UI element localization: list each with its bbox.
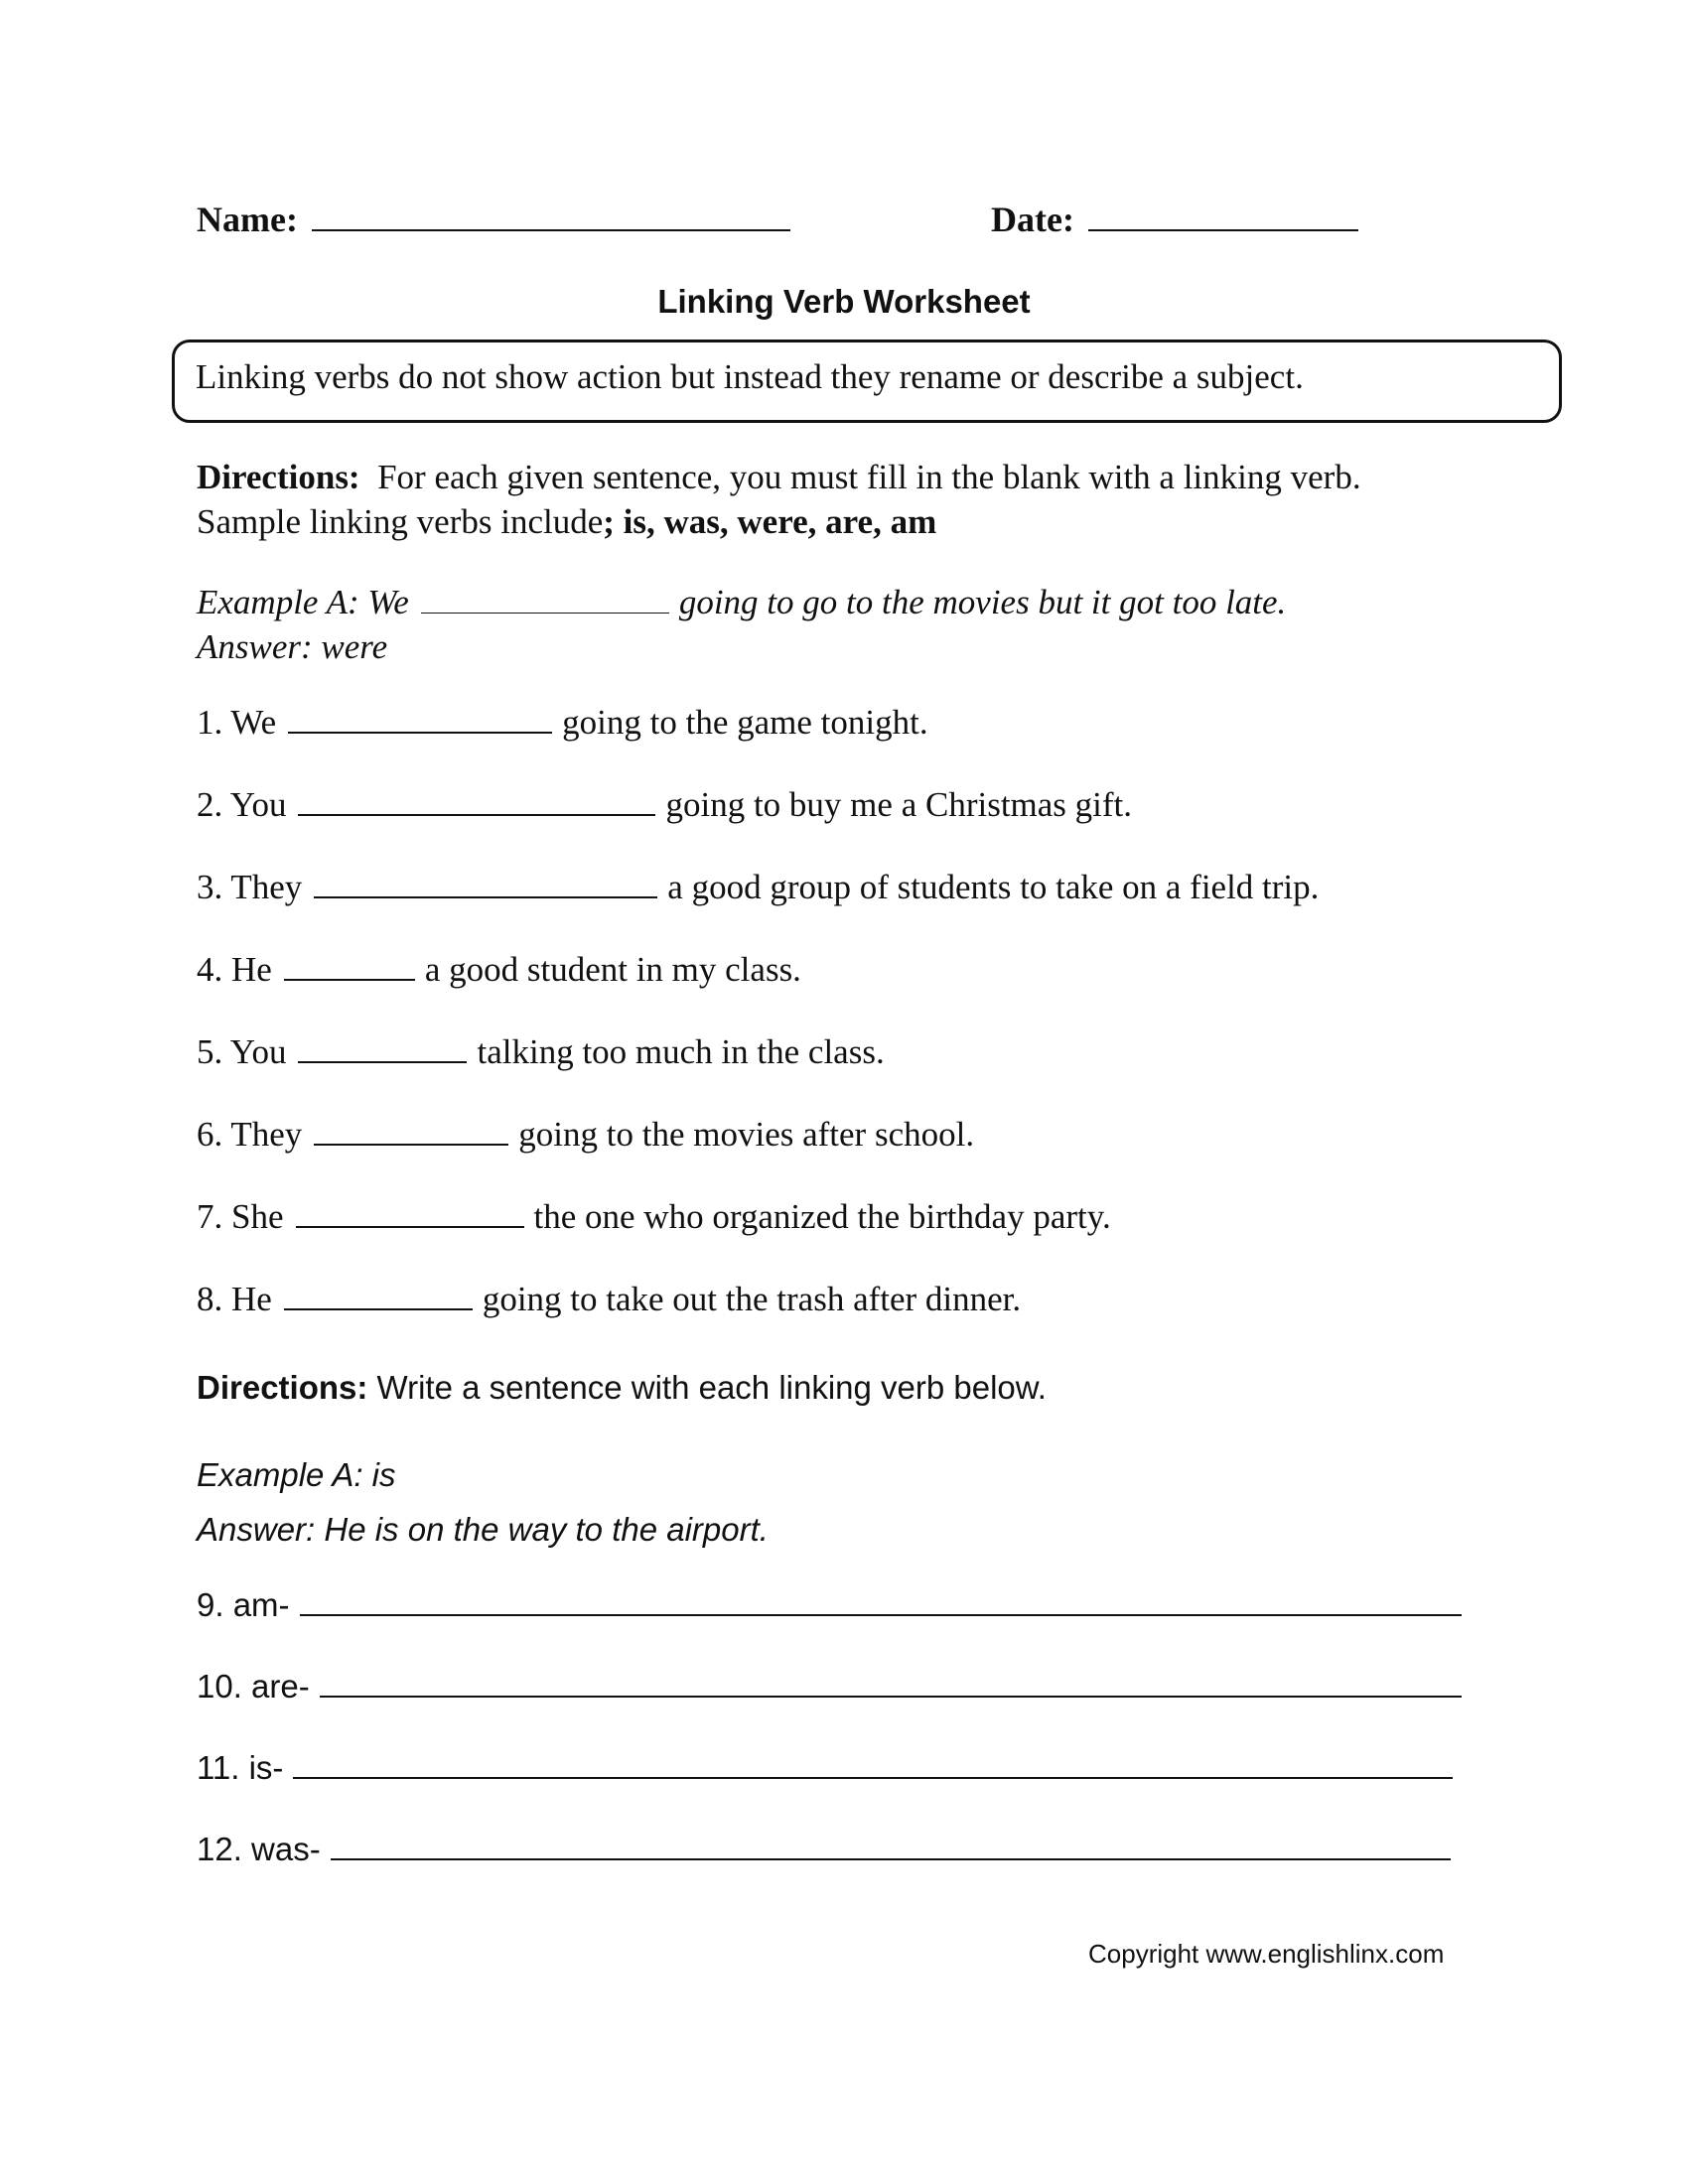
fill-item-5 — [197, 1032, 885, 1072]
item-blank[interactable] — [298, 1060, 467, 1063]
item-text-before: 7. She — [197, 1197, 284, 1236]
write-item-label: 11. is- — [197, 1749, 284, 1786]
worksheet-title: Linking Verb Worksheet — [657, 283, 1031, 320]
name-field — [197, 199, 800, 240]
item-blank[interactable] — [296, 1225, 524, 1228]
example-verb: Example A: is — [197, 1456, 396, 1493]
sample-verbs-prefix: Sample linking verbs include — [197, 502, 604, 541]
directions-label: Directions: — [197, 1369, 368, 1406]
item-blank[interactable] — [284, 1307, 473, 1310]
item-text-before: 3. They — [197, 868, 303, 906]
copyright-notice: Copyright www.englishlinx.com — [1088, 1939, 1445, 1969]
write-line[interactable] — [331, 1857, 1451, 1860]
item-blank[interactable] — [298, 813, 655, 816]
item-text-after: the one who organized the birthday party. — [533, 1197, 1111, 1236]
write-item-10 — [197, 1668, 1472, 1706]
example-answer: Answer: were — [197, 627, 388, 666]
example-prefix: Example A: We — [197, 583, 409, 621]
fill-item-1 — [197, 703, 928, 743]
item-blank[interactable] — [284, 978, 415, 981]
example-suffix: going to go to the movies but it got too late. — [678, 583, 1287, 621]
item-text-after: going to take out the trash after dinner. — [482, 1280, 1022, 1318]
item-text-after: a good group of students to take on a field trip. — [667, 868, 1320, 906]
date-blank[interactable] — [1088, 228, 1358, 231]
name-blank[interactable] — [312, 228, 790, 231]
example-answer: Answer: He is on the way to the airport. — [197, 1511, 769, 1548]
fill-item-4 — [197, 950, 801, 990]
item-text-before: 6. They — [197, 1115, 303, 1154]
directions-write-sentence — [197, 1369, 1047, 1407]
definition-text: Linking verbs do not show action but instead they rename or describe a subject. — [196, 357, 1304, 396]
write-item-12 — [197, 1831, 1461, 1868]
item-text-after: going to the game tonight. — [562, 703, 928, 742]
example-a-fill — [197, 580, 1286, 669]
item-text-after: going to the movies after school. — [518, 1115, 975, 1154]
write-line[interactable] — [320, 1695, 1462, 1698]
item-text-before: 2. You — [197, 785, 287, 824]
directions-fill-in — [197, 455, 1361, 544]
item-text-before: 4. He — [197, 950, 272, 989]
directions-text: For each given sentence, you must fill in the blank with a linking verb. — [377, 458, 1361, 496]
write-item-label: 10. are- — [197, 1668, 310, 1705]
fill-item-7 — [197, 1197, 1111, 1237]
item-text-after: talking too much in the class. — [477, 1032, 885, 1071]
directions-label: Directions: — [197, 458, 360, 496]
write-item-label: 12. was- — [197, 1831, 321, 1867]
write-line[interactable] — [293, 1776, 1453, 1779]
write-item-label: 9. am- — [197, 1586, 290, 1623]
item-blank[interactable] — [314, 895, 657, 898]
write-item-11 — [197, 1749, 1463, 1787]
item-text-before: 5. You — [197, 1032, 287, 1071]
item-blank[interactable] — [288, 731, 552, 734]
fill-item-3 — [197, 868, 1319, 907]
name-label: Name: — [197, 200, 298, 239]
sample-verbs: ; is, was, were, are, am — [603, 502, 937, 541]
item-text-before: 1. We — [197, 703, 277, 742]
item-text-before: 8. He — [197, 1280, 272, 1318]
fill-item-8 — [197, 1280, 1021, 1319]
write-line[interactable] — [300, 1613, 1462, 1616]
date-field — [991, 199, 1368, 240]
fill-item-2 — [197, 785, 1132, 825]
example-blank — [421, 612, 669, 614]
item-text-after: a good student in my class. — [424, 950, 801, 989]
directions-text: Write a sentence with each linking verb below. — [376, 1369, 1047, 1406]
example-a-write — [197, 1447, 769, 1557]
fill-item-6 — [197, 1115, 974, 1155]
item-text-after: going to buy me a Christmas gift. — [665, 785, 1133, 824]
item-blank[interactable] — [314, 1143, 508, 1146]
date-label: Date: — [991, 200, 1074, 239]
write-item-9 — [197, 1586, 1472, 1624]
